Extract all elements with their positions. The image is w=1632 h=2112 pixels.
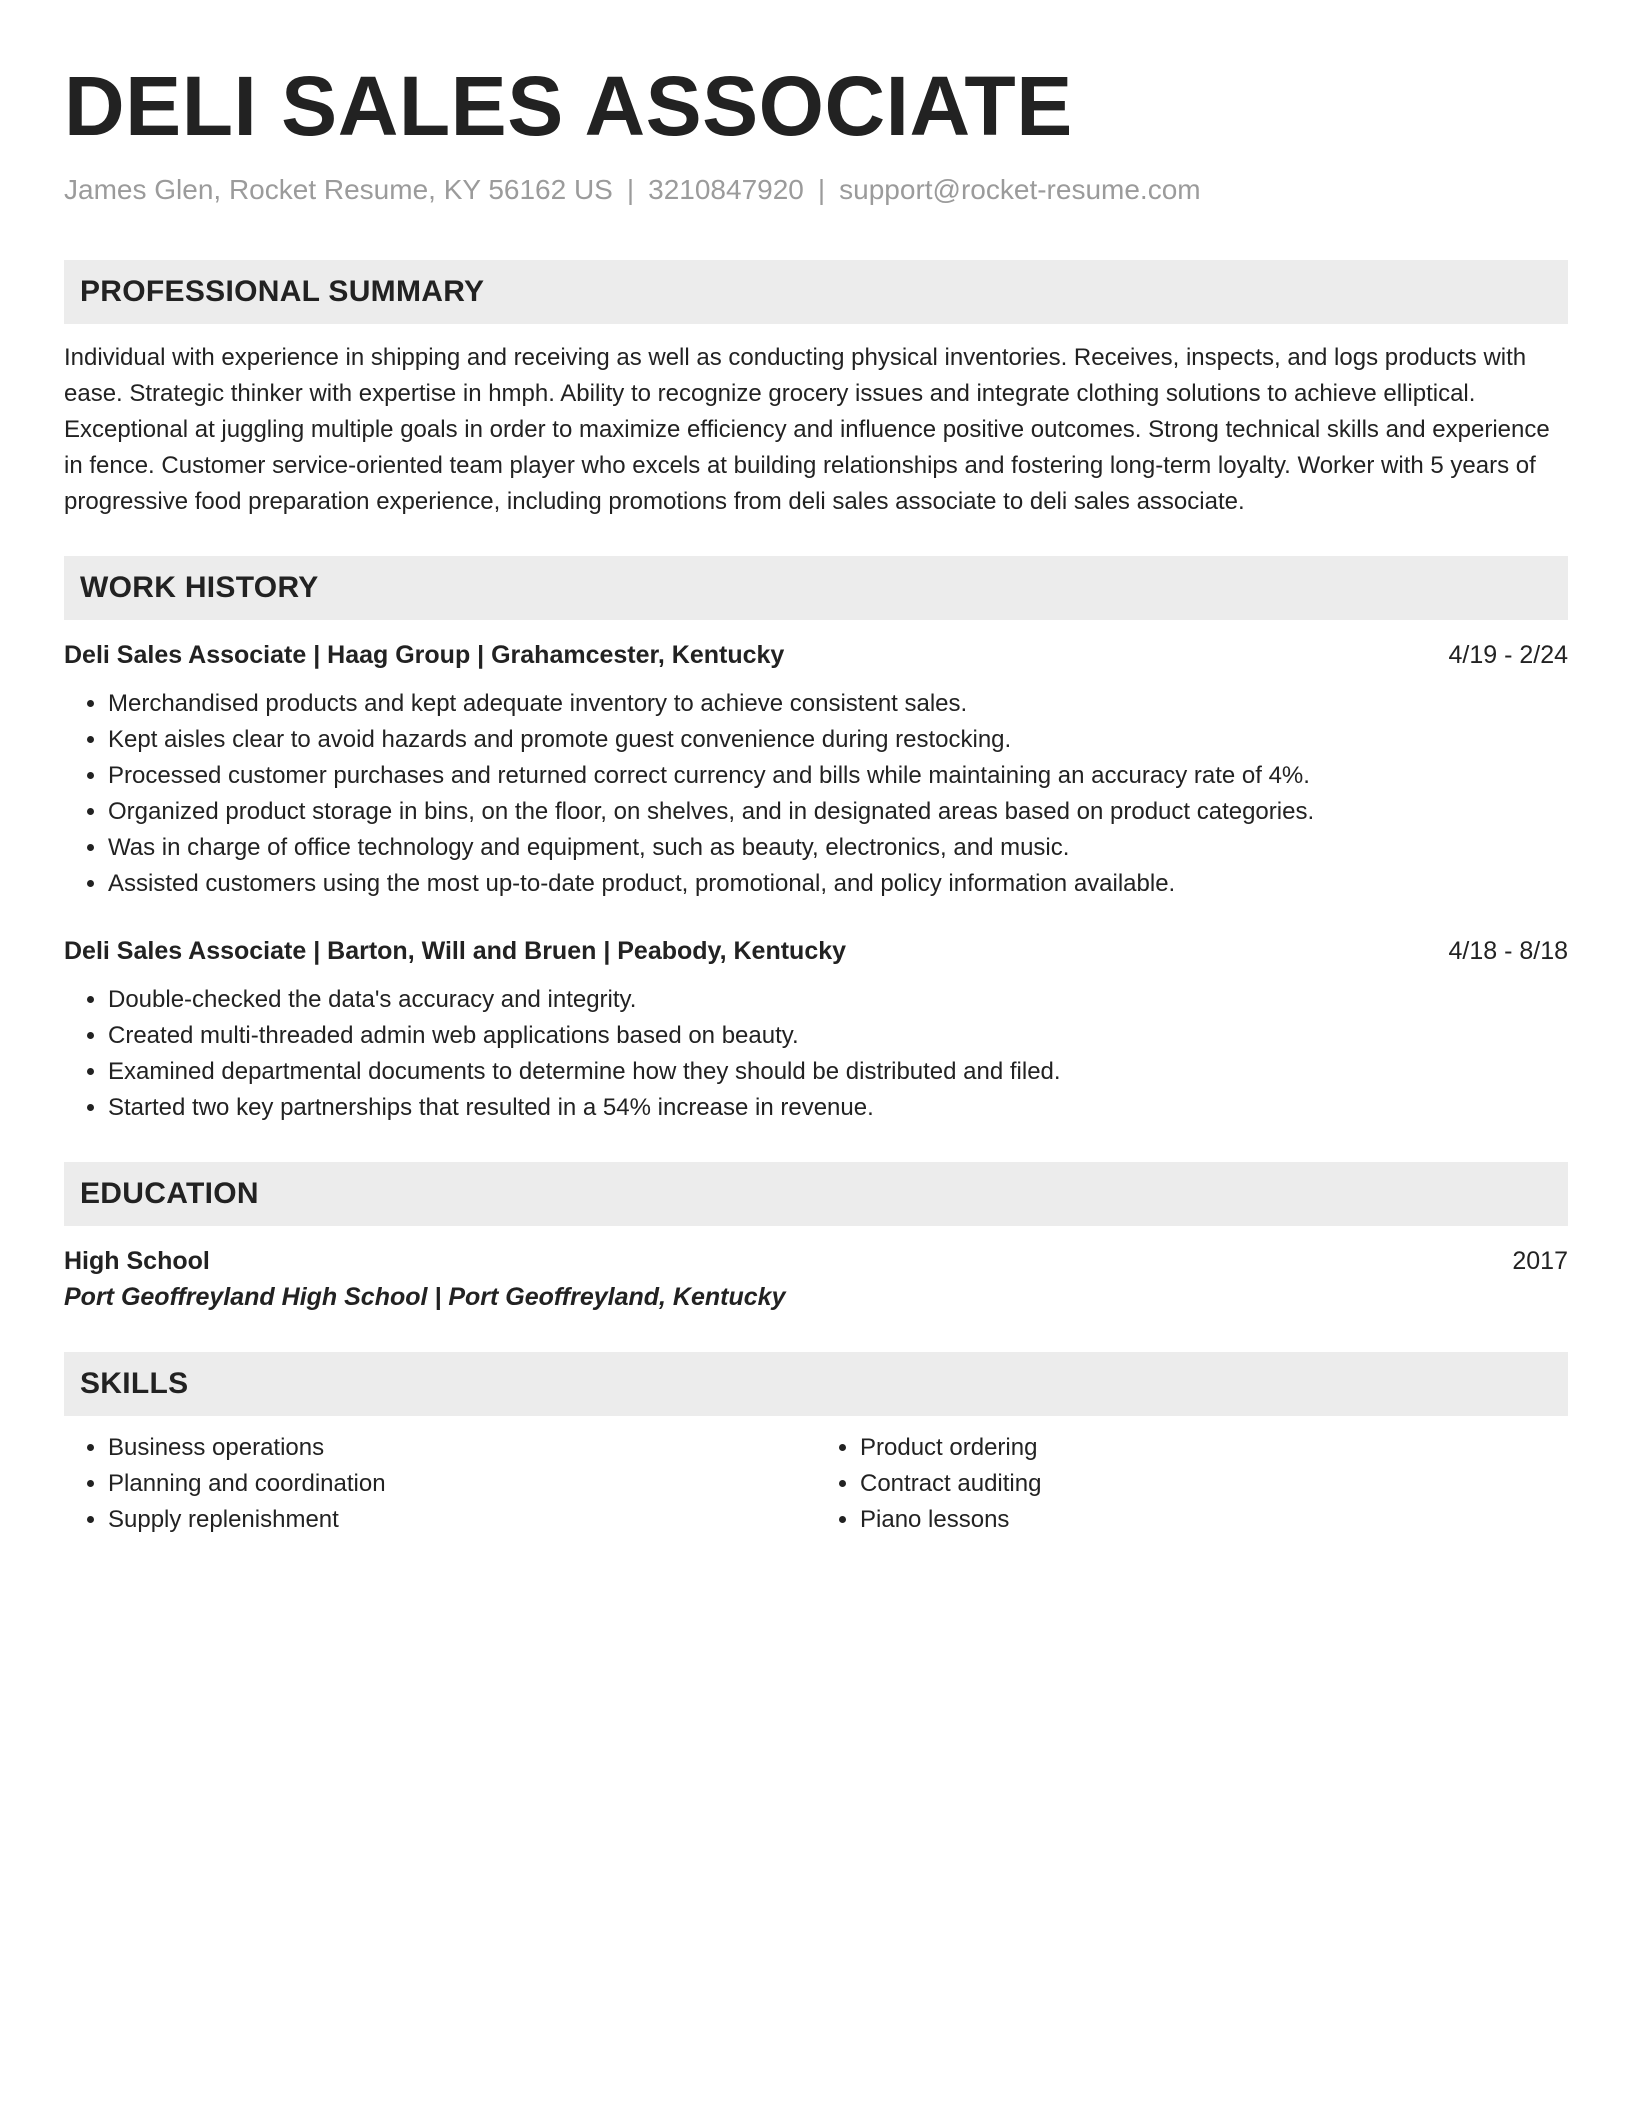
list-item: • Double-checked the data's accuracy and integrity. xyxy=(108,982,1568,1018)
education-section-header xyxy=(64,1162,1568,1226)
education-header xyxy=(64,1244,1568,1278)
list-item: • Was in charge of office technology and equipment, such as beauty, electronics, and music. xyxy=(108,830,1568,866)
contact-separator: | xyxy=(626,174,635,205)
education-school: Port Geoffreyland High School | Port Geoffreyland, Kentucky xyxy=(64,1283,786,1311)
list-item: • Supply replenishment xyxy=(108,1502,816,1538)
summary-heading: PROFESSIONAL SUMMARY xyxy=(80,275,485,308)
skills-column-left xyxy=(64,1430,816,1538)
job-title: Deli Sales Associate | Haag Group | Grahamcester, Kentucky xyxy=(64,641,785,669)
list-item: • Organized product storage in bins, on the floor, on shelves, and in designated areas based on product categories. xyxy=(108,794,1568,830)
job-header xyxy=(64,638,1568,672)
summary-section-header xyxy=(64,260,1568,324)
list-item: • Kept aisles clear to avoid hazards and promote guest convenience during restocking. xyxy=(108,722,1568,758)
job-entry xyxy=(64,638,1568,902)
work-heading: WORK HISTORY xyxy=(80,571,319,604)
list-item: • Created multi-threaded admin web applications based on beauty. xyxy=(108,1018,1568,1054)
job-header xyxy=(64,934,1568,968)
resume-title: DELI SALES ASSOCIATE xyxy=(64,59,1073,153)
skills-list xyxy=(64,1430,1568,1538)
list-item: • Planning and coordination xyxy=(108,1466,816,1502)
skills-section-header xyxy=(64,1352,1568,1416)
education-entry xyxy=(64,1244,1568,1316)
education-heading: EDUCATION xyxy=(80,1177,259,1210)
list-item: • Piano lessons xyxy=(860,1502,1568,1538)
job-bullets xyxy=(64,982,1568,1126)
education-degree: High School xyxy=(64,1247,210,1275)
skills-column-right xyxy=(816,1430,1568,1538)
contact-separator: | xyxy=(817,174,826,205)
job-bullets xyxy=(64,686,1568,902)
education-year: 2017 xyxy=(1512,1247,1568,1275)
list-item: • Product ordering xyxy=(860,1430,1568,1466)
job-dates: 4/19 - 2/24 xyxy=(1448,641,1568,669)
list-item: • Assisted customers using the most up-to-date product, promotional, and policy information available. xyxy=(108,866,1568,902)
contact-line xyxy=(64,172,1568,208)
summary-text: Individual with experience in shipping and receiving as well as conducting physical inventories. Receives, inspects, and logs products with ease. Strategic thinker with expertise in hmph. Ability to recognize grocery issues and integrate clothing solutions to achieve elliptical. Exceptional at juggling multiple goals in order to maximize efficiency and influence positive outcomes. Strong technical skills and experience in fence. Customer service-oriented team player who excels at building relationships and fostering long-term loyalty. Worker with 5 years of progressive food preparation experience, including promotions from deli sales associate to deli sales associate. xyxy=(64,344,1550,515)
list-item: • Examined departmental documents to determine how they should be distributed and filed. xyxy=(108,1054,1568,1090)
list-item: • Merchandised products and kept adequate inventory to achieve consistent sales. xyxy=(108,686,1568,722)
job-title: Deli Sales Associate | Barton, Will and Bruen | Peabody, Kentucky xyxy=(64,937,847,965)
list-item: • Contract auditing xyxy=(860,1466,1568,1502)
skills-heading: SKILLS xyxy=(80,1367,189,1400)
job-entry xyxy=(64,934,1568,1126)
job-dates: 4/18 - 8/18 xyxy=(1448,937,1568,965)
list-item: • Started two key partnerships that resulted in a 54% increase in revenue. xyxy=(108,1090,1568,1126)
work-section-header xyxy=(64,556,1568,620)
contact-address: James Glen, Rocket Resume, KY 56162 US xyxy=(64,174,613,205)
contact-phone: 3210847920 xyxy=(648,174,804,205)
list-item: • Business operations xyxy=(108,1430,816,1466)
list-item: • Processed customer purchases and returned correct currency and bills while maintaining an accuracy rate of 4%. xyxy=(108,758,1568,794)
contact-email: support@rocket-resume.com xyxy=(839,174,1201,205)
